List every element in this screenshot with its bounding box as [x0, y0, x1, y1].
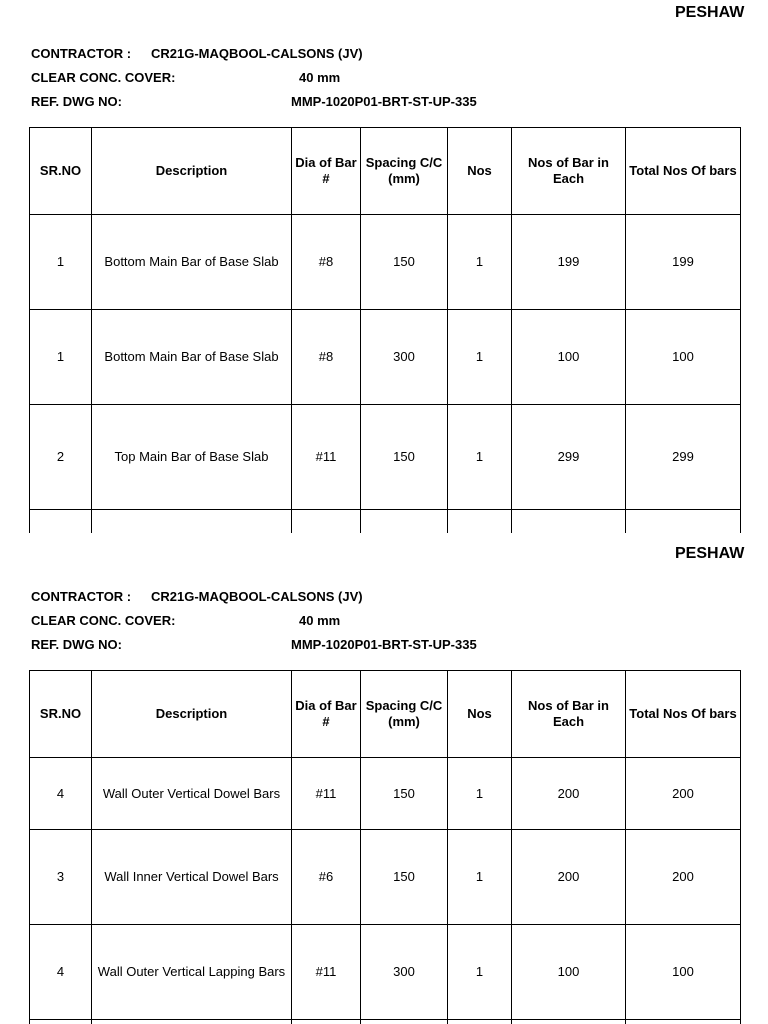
cell-dia: #6: [292, 830, 361, 925]
cell-total: 200: [626, 830, 741, 925]
dwg-label: REF. DWG NO:: [31, 637, 122, 652]
cell-description: Wall Outer Vertical Lapping Bars: [92, 925, 292, 1020]
col-header-description: Description: [92, 128, 292, 215]
cell-dia: #11: [292, 758, 361, 830]
cell-each: 100: [512, 310, 626, 405]
cell-each: 100: [512, 925, 626, 1020]
contractor-label: CONTRACTOR :: [31, 589, 132, 604]
col-header-total: Total Nos Of bars: [626, 671, 741, 758]
dwg-value: MMP-1020P01-BRT-ST-UP-335: [291, 94, 477, 109]
bar-schedule-table: [29, 127, 741, 533]
cell-nos: 1: [448, 215, 512, 310]
table-row: [30, 830, 741, 925]
cell-spacing: 300: [361, 925, 448, 1020]
col-header-sr: SR.NO: [30, 671, 92, 758]
cell-nos: 1: [448, 830, 512, 925]
contractor-label: CONTRACTOR :: [31, 46, 132, 61]
dwg-value: MMP-1020P01-BRT-ST-UP-335: [291, 637, 477, 652]
col-header-nos: Nos: [448, 671, 512, 758]
cell-spacing: 150: [361, 758, 448, 830]
cell-dia: #11: [292, 405, 361, 510]
col-header-sr: SR.NO: [30, 128, 92, 215]
cell-sr: 2: [30, 405, 92, 510]
cell-dia: #11: [292, 925, 361, 1020]
table-header-row: [30, 671, 741, 758]
cell-description: Top Main Bar of Base Slab: [92, 405, 292, 510]
cell-total: 100: [626, 925, 741, 1020]
cell-description: Bottom Main Bar of Base Slab: [92, 310, 292, 405]
cell-total: 200: [626, 758, 741, 830]
cell-nos: 1: [448, 758, 512, 830]
cell-description: Bottom Main Bar of Base Slab: [92, 215, 292, 310]
cell-nos: 1: [448, 310, 512, 405]
cover-label: CLEAR CONC. COVER:: [31, 613, 176, 628]
table-row: [30, 215, 741, 310]
cell-spacing: 300: [361, 310, 448, 405]
contractor-value: CR21G-MAQBOOL-CALSONS (JV): [151, 589, 363, 604]
sheet-meta: [31, 588, 751, 660]
cell-description: Wall Inner Vertical Dowel Bars: [92, 830, 292, 925]
cell-dia: #8: [292, 310, 361, 405]
cell-total: 299: [626, 405, 741, 510]
col-header-dia: Dia of Bar #: [292, 128, 361, 215]
cover-row: [31, 69, 751, 93]
dwg-label: REF. DWG NO:: [31, 94, 122, 109]
cell-spacing: 150: [361, 215, 448, 310]
project-title: PESHAW: [675, 545, 745, 562]
cover-value: 40 mm: [299, 70, 341, 85]
table-row: [30, 310, 741, 405]
table-header-row: [30, 128, 741, 215]
cell-sr: 4: [30, 925, 92, 1020]
col-header-each: Nos of Bar in Each: [512, 671, 626, 758]
cell-nos: 1: [448, 925, 512, 1020]
contractor-row: [31, 588, 751, 612]
cell-total: 100: [626, 310, 741, 405]
cover-row: [31, 612, 751, 636]
sheet-meta: [31, 45, 751, 117]
cell-spacing: 150: [361, 830, 448, 925]
cell-description: Wall Outer Vertical Dowel Bars: [92, 758, 292, 830]
cell-sr: 3: [30, 830, 92, 925]
sheet-page-2: [0, 533, 768, 1024]
cell-each: 200: [512, 830, 626, 925]
cell-each: 199: [512, 215, 626, 310]
cell-each: 200: [512, 758, 626, 830]
contractor-row: [31, 45, 751, 69]
table-row: [30, 758, 741, 830]
cover-value: 40 mm: [299, 613, 341, 628]
cover-label: CLEAR CONC. COVER:: [31, 70, 176, 85]
table-row-partial: [30, 510, 741, 534]
col-header-description: Description: [92, 671, 292, 758]
bar-schedule-table: [29, 670, 741, 1024]
cell-sr: 1: [30, 215, 92, 310]
col-header-each: Nos of Bar in Each: [512, 128, 626, 215]
col-header-total: Total Nos Of bars: [626, 128, 741, 215]
col-header-nos: Nos: [448, 128, 512, 215]
cell-spacing: 150: [361, 405, 448, 510]
col-header-spacing: Spacing C/C (mm): [361, 128, 448, 215]
cell-sr: 1: [30, 310, 92, 405]
col-header-spacing: Spacing C/C (mm): [361, 671, 448, 758]
project-title: PESHAW: [675, 4, 745, 21]
dwg-row: [31, 636, 751, 660]
cell-total: 199: [626, 215, 741, 310]
dwg-row: [31, 93, 751, 117]
col-header-dia: Dia of Bar #: [292, 671, 361, 758]
cell-dia: #8: [292, 215, 361, 310]
cell-each: 299: [512, 405, 626, 510]
cell-sr: 4: [30, 758, 92, 830]
table-row: [30, 405, 741, 510]
table-row: [30, 925, 741, 1020]
table-row-partial: [30, 1020, 741, 1024]
contractor-value: CR21G-MAQBOOL-CALSONS (JV): [151, 46, 363, 61]
cell-nos: 1: [448, 405, 512, 510]
